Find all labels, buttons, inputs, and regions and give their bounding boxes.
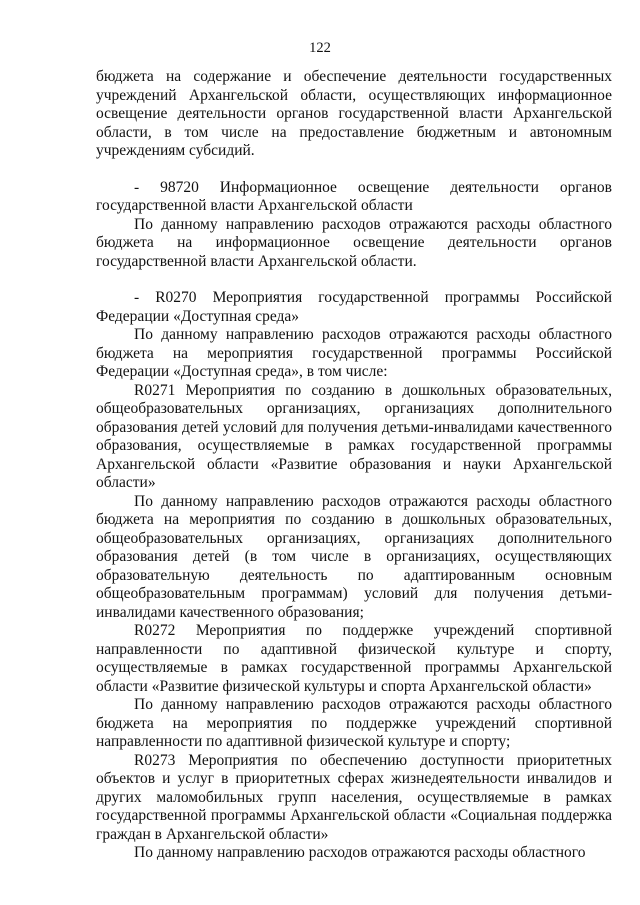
paragraph: R0272 Мероприятия по поддержке учреждений спортивной направленности по адаптивной физической культуре и спорту, осуществляемые в рамках государственной программы Архангельской области «Развитие физической культуры и спорта Архангельской области» bbox=[96, 622, 612, 695]
paragraph: По данному направлению расходов отражаются расходы областного бюджета на информационное освещение деятельности органов государственной власти Архангельской области. bbox=[96, 215, 612, 270]
paragraph: R0273 Мероприятия по обеспечению доступности приоритетных объектов и услуг в приоритетных сферах жизнедеятельности инвалидов и других маломобильных групп населения, осуществляемые в рамках государственной программы Архангельской области «Социальная поддержка граждан в Архангельской области» bbox=[96, 751, 612, 843]
paragraph: По данному направлению расходов отражаются расходы областного бюджета на мероприятия по созданию в дошкольных образовательных, общеобразовательных организациях, организациях дополнительного образования детей (в том числе в организациях, осуществляющих образовательную деятельность по адаптированным основным общеобразовательным программам) условий для получения детьми-инвалидами качественного образования; bbox=[96, 492, 612, 621]
paragraph: По данному направлению расходов отражаются расходы областного бюджета на мероприятия государственной программы Российской Федерации «Доступная среда», в том числе: bbox=[96, 326, 612, 380]
paragraph: R0271 Мероприятия по созданию в дошкольных образовательных, общеобразовательных организациях, организациях дополнительного образования детей условий для получения детьми-инвалидами качественного образования, осуществляемые в рамках государственной программы Архангельской области «Развитие образования и науки Архангельской области» bbox=[96, 381, 612, 491]
document-body bbox=[96, 68, 612, 863]
section-heading: - R0270 Мероприятия государственной программы Российской Федерации «Доступная среда» bbox=[96, 289, 612, 325]
paragraph-gap bbox=[96, 271, 612, 289]
section-heading: - 98720 Информационное освещение деятельности органов государственной власти Архангельской области bbox=[96, 178, 612, 214]
paragraph-gap bbox=[96, 161, 612, 179]
paragraph: По данному направлению расходов отражаются расходы областного бюджета на мероприятия по поддержке учреждений спортивной направленности по адаптивной физической культуре и спорту; bbox=[96, 696, 612, 750]
page-number: 122 bbox=[309, 40, 331, 56]
paragraph: По данному направлению расходов отражаются расходы областного bbox=[134, 844, 586, 861]
paragraph: бюджета на содержание и обеспечение деятельности государственных учреждений Архангельской области, осуществляющих информационное освещение деятельности органов государственной власти Архангельской области, в том числе на предоставление бюджетным и автономным учреждениям субсидий. bbox=[96, 68, 612, 159]
